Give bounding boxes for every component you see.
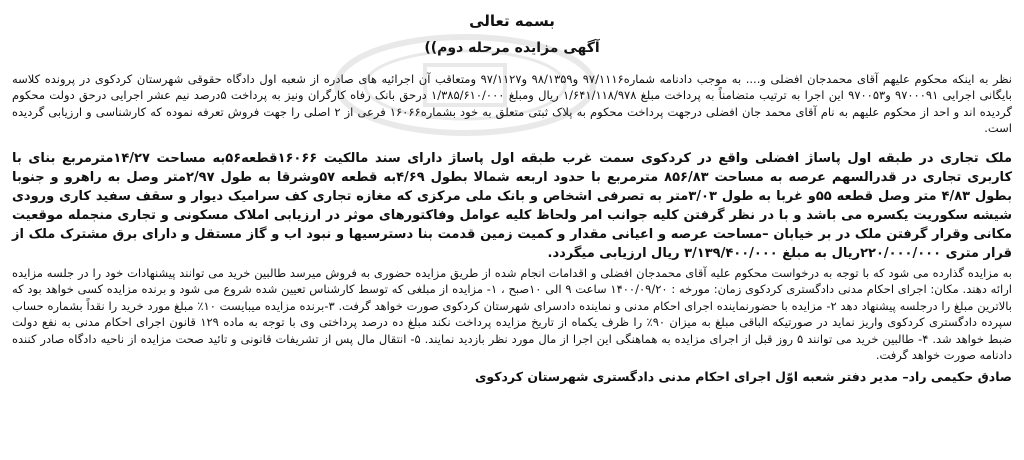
notice-title: آگهی مزایده مرحله دوم)) bbox=[424, 40, 600, 56]
intro-paragraph: نظر به اینکه محکوم علیهم آقای محمدجان افضلی و.... به موجب دادنامه شماره۹۷/۱۱۱۶ و۹۸/۱۳۵۹ و۹۷/۱۱۲۷ ومتعاقب آن اجرائیه های صادره از شعبه اول دادگاه حقوقی شهرستان کردکوی در پرونده کلاسه بایگانی اجرایی ۹۷۰۰۰۹۱ و۹۷۰۰۵۳ این اجرا به ترتیب متضامناً به پرداخت مبلغ ۱/۶۴۱/۱۱۸/۹۷۸ ریال ومبلغ ۱/۳۸۵/۶۱۰/۰۰۰ درحق بانک رفاه کارگران ونیز به پرداخت ۵درصد نیم عشر اجرایی درحق دولت محکوم گردیده اند و احد از محکوم علیهم به نام آقای محمد جان افضلی درجهت پرداخت محکوم به پلاک ثبتی متعلق به خود بشماره۱۶۰۶۶ فرعی از ۲ اصلی را جهت فروش تعرفه نموده که کارشناسی و ارزیابی گردیده است. bbox=[12, 71, 1012, 136]
notice-invocation: بسمه تعالی bbox=[469, 12, 555, 30]
auction-conditions-paragraph: به مزایده گذارده می شود که با توجه به درخواست محکوم علیه آقای محمدجان افضلی و اقدامات انجام شده از طریق مزایده حضوری به فروش میرسد طالبین خرید می توانند پیشنهادات خود را در جلسه مزایده ارائه دهند. مکان: اجرای احکام مدنی دادگستری کردکوی زمان: مورخه : ۱۴۰۰/۰۹/۲۰ ساعت ۹ الی ۱۰صبح ، ۱- مزایده از مبلغی که توسط کارشناس تعیین شده شروع می شود و برنده مزایده کسی خواهد بود که بالاترین مبلغ را درجلسه پیشنهاد دهد ۲- مزایده با حضورنماینده اجرای احکام مدنی و نماینده دادسرای شهرستان کردکوی صورت خواهد گرفت. ۳-برنده مزایده میبایست ۱۰٪ مبلغ مورد خرید را نقداً بشماره حساب سپرده دادگستری کردکوی واریز نماید در صورتیکه الباقی مبلغ به میزان ۹۰٪ را ظرف یکماه از تاریخ مزایده پرداخت نکند مبلغ ده درصد پرداختی وی با توجه به ماده ۱۲۹ قانون اجرای احکام مدنی به نفع دولت ضبط خواهد شد. ۴- طالبین خرید می توانند ۵ روز قبل از اجرای مزایده به هماهنگی این اجرا از مال مورد نظر بازدید نمایند. ۵- انتقال مال پس از تشریفات قانونی و تائید صحت مزایده از ناحیه دادگاه صادر کننده دادنامه صورت خواهد گرفت. bbox=[12, 265, 1012, 363]
signature-line: صادق حکیمی راد– مدیر دفتر شعبه اوّل اجرای احکام مدنی دادگستری شهرستان کردکوی bbox=[474, 368, 1012, 384]
property-description-paragraph: ملک تجاری در طبقه اول پاساژ افضلی واقع در کردکوی سمت غرب طبقه اول پاساژ دارای سند مالکیت ۱۶۰۶۶قطعه۵۶به مساحت ۱۴/۲۷مترمربع بنای با کاربری تجاری در قدرالسهم عرصه به مساحت ۸۵۶/۸۳ مترمربع با حدود اربعه شمالا بطول ۴/۶۹به قطعه ۵۷وشرقا به طول ۲/۹۷متر وصل به راهرو و جنوبا بطول ۴/۸۳ متر وصل قطعه ۵۵و غربا به طول ۳/۰۳متر به تصرفی اشخاص و بانک ملی مرکزی که مغازه تجاری کف سرامیک دیوار و سقف سفید کاری ورودی شیشه سکوریت یکسره می باشد و با در نظر گرفتن کلیه جوانب امر ولحاظ کلیه عوامل وفاکتورهای موثر در ارزیابی املاک مسکونی و تجاری منجمله موقعیت مکانی وقرار گرفتن ملک در بر خیابان –مساحت عرصه و اعیانی مقدار و کمیت زمین قدمت بنا دسترسیها و نبود اب و گاز مستقل و دارای برق مشترک ملک از قرار متری ۲۲۰/۰۰۰/۰۰۰ریال به مبلغ ۳/۱۳۹/۴۰۰/۰۰۰ ریال ارزیابی میگردد. bbox=[12, 150, 1013, 261]
